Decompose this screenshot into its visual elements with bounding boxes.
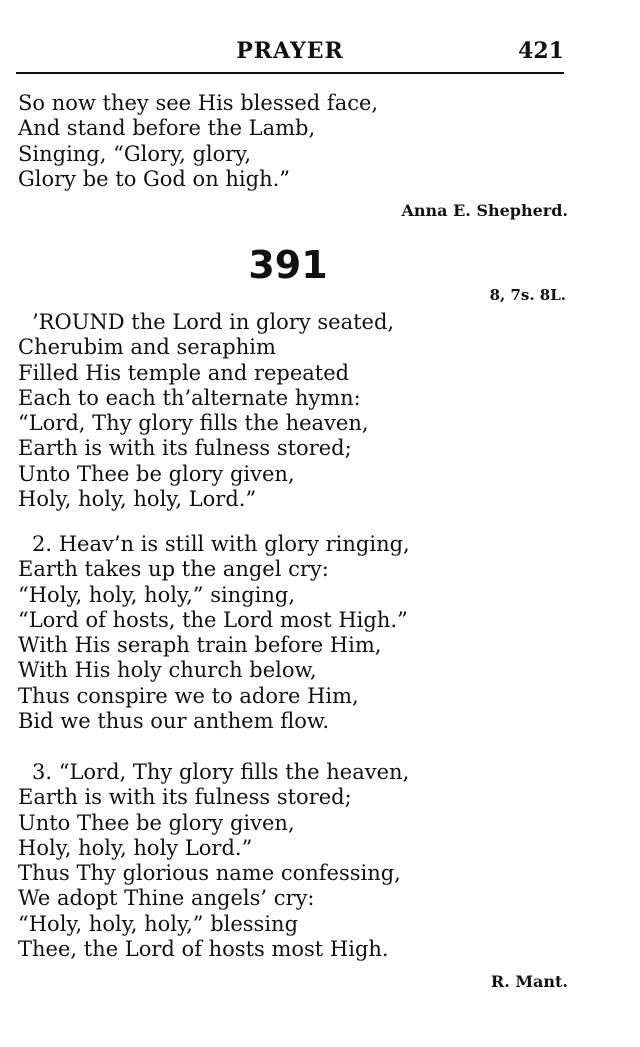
verse-line: Earth is with its fulness stored; [18,436,352,461]
verse-line: Singing, “Glory, glory, [18,141,252,166]
previous-hymn-author: Anna E. Shepherd. [401,201,568,220]
verse-line: And stand before the Lamb, [18,116,316,141]
verse-line: 2. Heav’n is still with glory ringing, [32,532,410,556]
verse-line: With His seraph train before Him, [18,633,382,658]
verse-line: Earth takes up the angel cry: [18,557,329,582]
verse-line: We adopt Thine angels’ cry: [18,886,315,911]
stanza-1 [18,310,394,512]
hymn-meter: 8, 7s. 8L. [489,286,566,304]
header-rule [16,72,564,74]
verse-line: Glory be to God on high.” [18,166,291,191]
verse-line: Each to each th’alternate hymn: [18,385,361,410]
hymn-author: R. Mant. [490,972,568,991]
verse-line: “Holy, holy, holy,” blessing [18,911,299,936]
verse-line: Filled His temple and repeated [18,360,350,385]
verse-line: Thee, the Lord of hosts most High. [18,937,389,962]
verse-line: So now they see His blessed face, [18,91,379,115]
verse-line: Holy, holy, holy, Lord.” [18,487,257,512]
verse-line: ’ROUND the Lord in glory seated, [32,310,395,334]
hymn-number: 391 [248,243,328,287]
verse-line: Thus conspire we to adore Him, [18,683,359,708]
verse-line: 3. “Lord, Thy glory fills the heaven, [32,760,410,784]
verse-line: “Lord, Thy glory fills the heaven, [18,411,369,436]
verse-line: Thus Thy glorious name confessing, [18,861,401,886]
verse-line: “Holy, holy, holy,” singing, [18,582,296,607]
verse-line: Unto Thee be glory given, [18,461,295,486]
verse-line: “Lord of hosts, the Lord most High.” [18,607,408,632]
page-number: 421 [518,38,564,64]
page-header [16,38,564,72]
verse-line: With His holy church below, [18,658,317,683]
verse-line: Earth is with its fulness stored; [18,785,352,810]
verse-line: Bid we thus our anthem flow. [18,709,330,734]
verse-line: Holy, holy, holy Lord.” [18,835,253,860]
running-title: PRAYER [236,38,344,64]
previous-hymn-ending [18,91,378,192]
verse-line: Cherubim and seraphim [18,335,276,360]
stanza-3 [18,760,409,962]
stanza-2 [18,532,410,734]
verse-line: Unto Thee be glory given, [18,810,295,835]
